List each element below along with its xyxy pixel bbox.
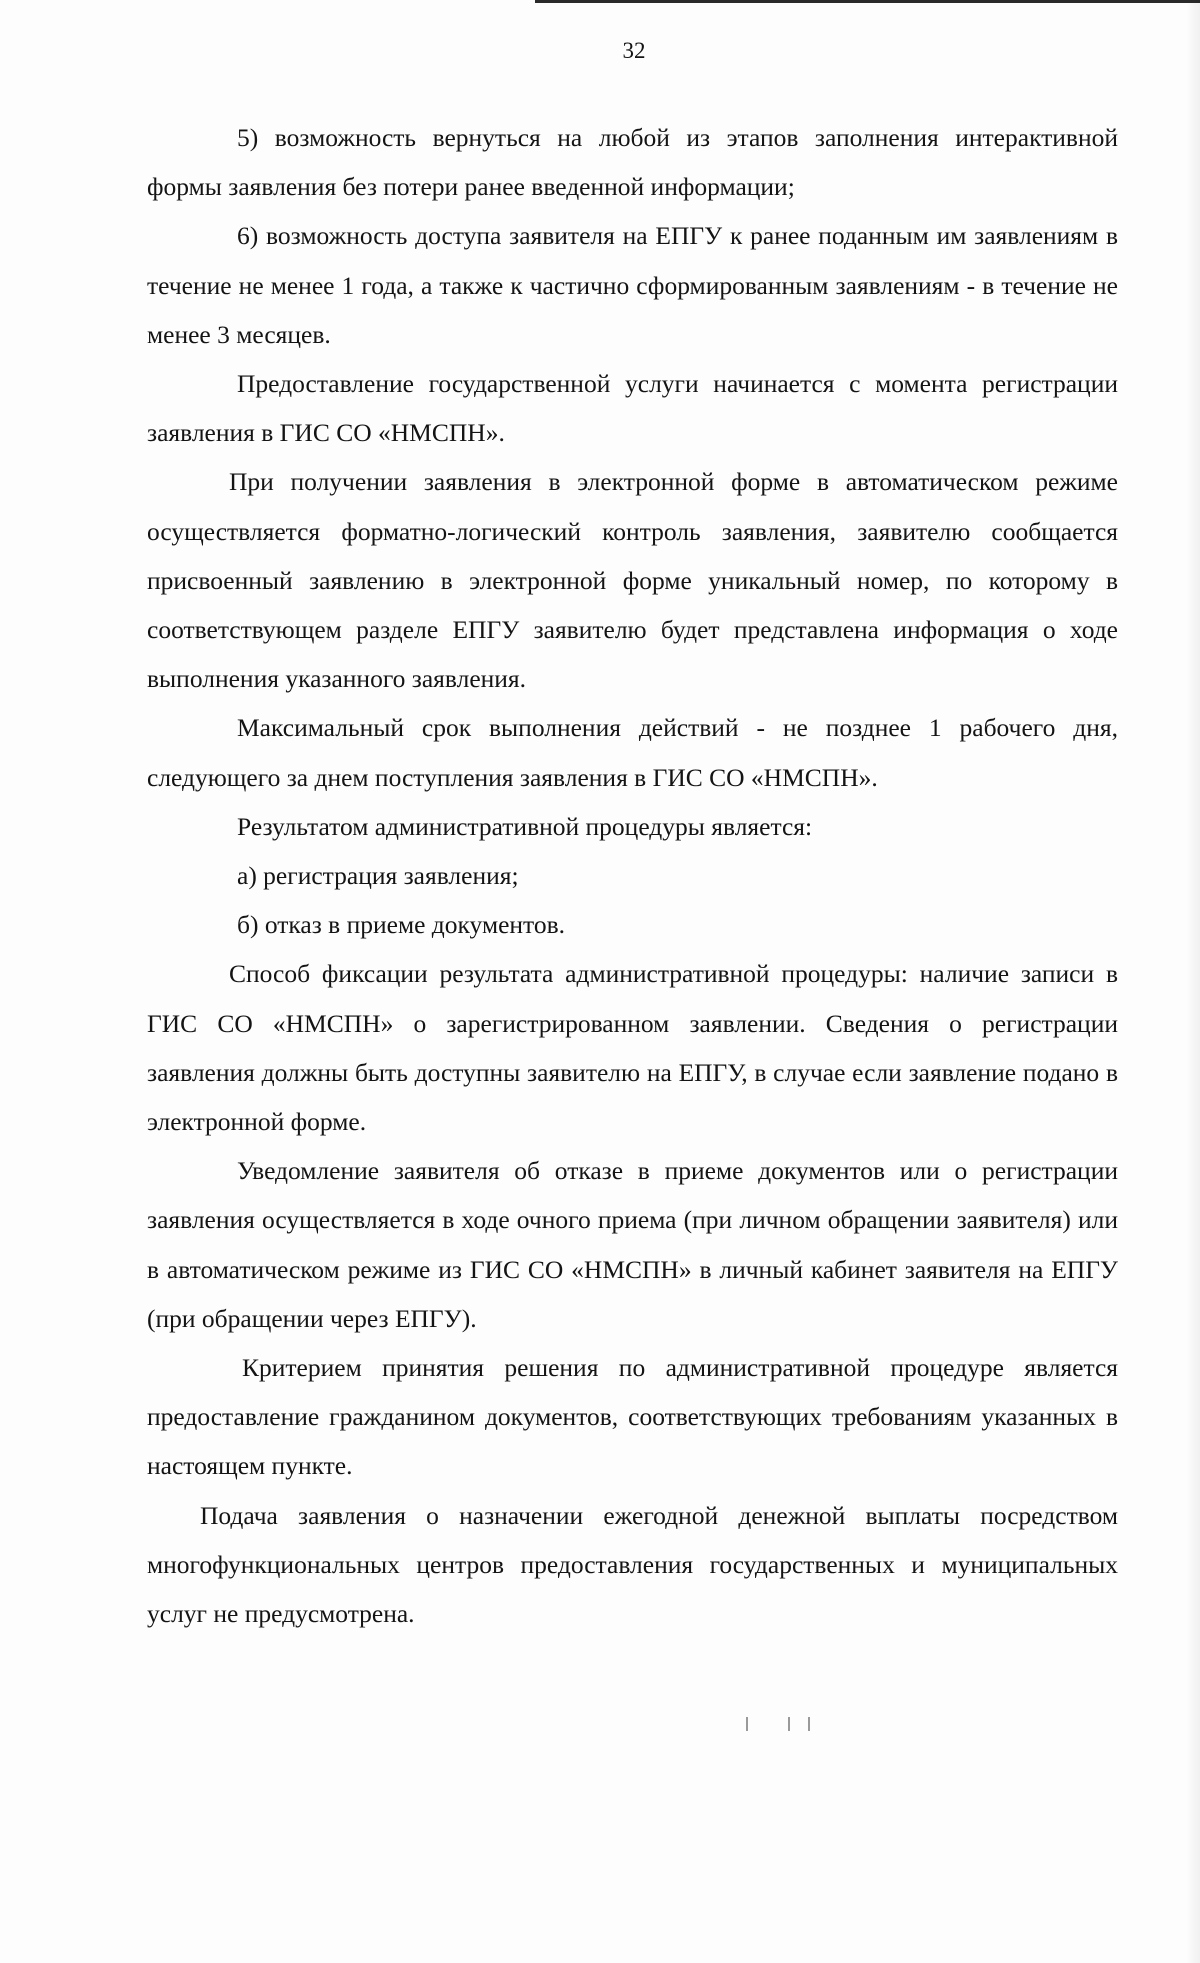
paragraph-decision-criterion: Критерием принятия решения по административной процедуре является предоставление гражданином документов, соответствующих требованиям указанных в настоящем пункте.	[147, 1353, 1118, 1481]
paragraph-service-start: Предоставление государственной услуги начинается с момента регистрации заявления в ГИС СО «НМСПН».	[147, 369, 1118, 448]
paragraph-max-term: Максимальный срок выполнения действий - не позднее 1 рабочего дня, следующего за днем поступления заявления в ГИС СО «НМСПН».	[147, 713, 1118, 792]
paragraph-result-a: а) регистрация заявления;	[237, 861, 519, 891]
paragraph-notification: Уведомление заявителя об отказе в приеме документов или о регистрации заявления осуществляется в ходе очного приема (при личном обращении заявителя) или в автоматическом режиме из ГИС СО «НМСПН» в личный кабинет заявителя на ЕПГУ (при обращении через ЕПГУ).	[147, 1156, 1118, 1333]
page-number: 32	[622, 38, 646, 63]
paragraph-item-5: 5) возможность вернуться на любой из этапов заполнения интерактивной формы заявления без потери ранее введенной информации;	[147, 123, 1118, 202]
paragraph-mfc-submission: Подача заявления о назначении ежегодной денежной выплаты посредством многофункциональных центров предоставления государственных и муниципальных услуг не предусмотрена.	[147, 1500, 1118, 1629]
scan-edge-shadow	[1186, 0, 1200, 1963]
document-body	[147, 113, 1118, 1638]
paragraph-result-heading: Результатом административной процедуры является:	[237, 811, 813, 841]
paragraph-fixation-method: Способ фиксации результата административной процедуры: наличие записи в ГИС СО «НМСПН» о зарегистрированном заявлении. Сведения о регистрации заявления должны быть доступны заявителю на ЕПГУ, в случае если заявление подано в электронной форме.	[147, 959, 1118, 1137]
paragraph-result-b: б) отказ в приеме документов.	[237, 910, 566, 940]
top-border-line	[535, 0, 1200, 3]
paragraph-item-6: 6) возможность доступа заявителя на ЕПГУ к ранее поданным им заявлениям в течение не менее 1 года, а также к частично сформированным заявлениям - в течение не менее 3 месяцев.	[147, 221, 1118, 349]
scan-artifact-marks	[718, 1717, 848, 1733]
paragraph-electronic-application: При получении заявления в электронной форме в автоматическом режиме осуществляется форматно-логический контроль заявления, заявителю сообщается присвоенный заявлению в электронной форме уникальный номер, по которому в соответствующем разделе ЕПГУ заявителю будет представлена информация о ходе выполнения указанного заявления.	[147, 467, 1118, 694]
